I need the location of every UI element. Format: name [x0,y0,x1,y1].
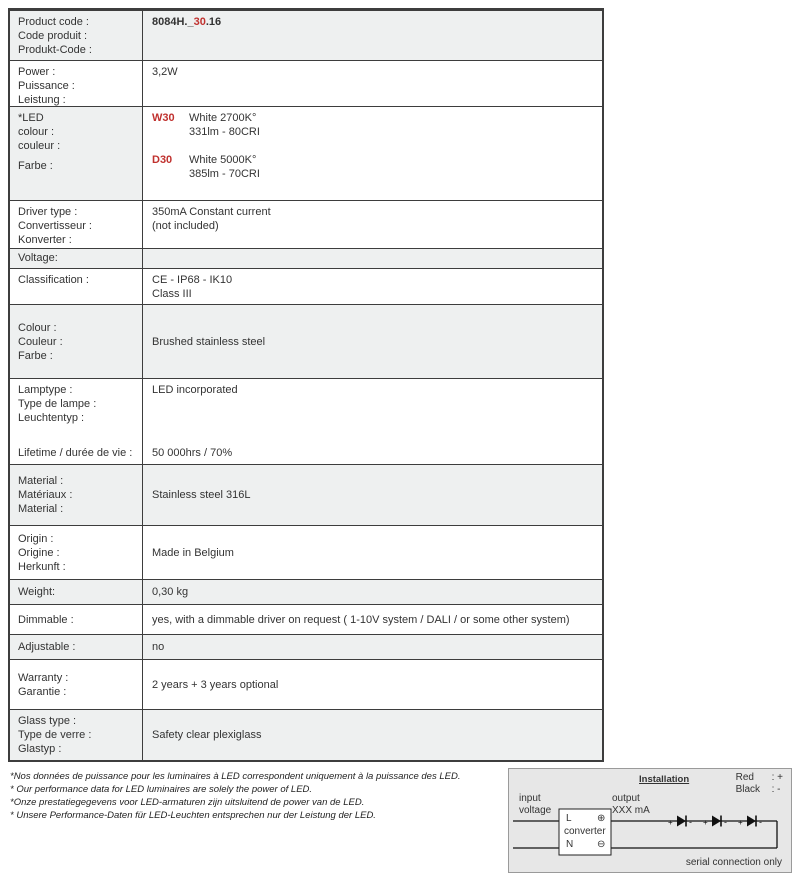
label-line: Glass type : [18,715,77,727]
spec-row-led-colour [10,107,602,201]
label-line: Power : [18,66,56,78]
row-value [143,605,602,634]
row-label [10,710,143,760]
label-line: Adjustable : [18,641,76,653]
label-line: Voltage: [18,252,58,264]
product-code-prefix: 8084H._ [152,16,194,28]
spec-row-origin [10,526,602,580]
value-line: Class III [152,288,192,300]
value-line: CE - IP68 - IK10 [152,274,233,286]
led-options [143,107,602,200]
row-label [10,201,143,248]
row-value [143,465,602,525]
led-option-name: White 5000K° [189,154,257,166]
neutral-terminal-label: N [566,839,574,850]
label-line: Code produit : [18,30,88,42]
label-line: Classification : [18,274,89,286]
label-line: Colour : [18,321,57,334]
label-line: Convertisseur : [18,220,92,232]
lifetime-value: 50 000hrs / 70% [152,447,233,459]
product-code-value [143,11,602,60]
circled-plus-icon: ⊕ [597,813,606,824]
row-label [10,605,143,634]
label-line: Type de verre : [18,729,92,741]
led-option [152,111,593,139]
spec-row-dimmable [10,605,602,635]
label-line: Herkunft : [18,560,66,573]
row-value [143,201,602,248]
led-option [152,153,593,181]
row-value [143,61,602,106]
lamptype-labels [18,383,134,446]
input-voltage-label [519,793,551,817]
label-line: Driver type : [18,206,78,218]
footnote-en: * Our performance data for LED luminaires are solely the power of LED. [10,784,313,795]
diagram-title: Installation [639,774,690,785]
spec-row-product-code [10,11,602,61]
legend-red [736,772,783,784]
spec-row-adjustable [10,635,602,660]
label-line: Product code : [18,16,89,28]
label-line: *LED [18,112,44,124]
value-line: 3,2W [152,66,178,78]
row-value [143,269,602,304]
input-label-line: input [519,793,541,804]
value-line: Safety clear plexiglass [152,729,262,741]
led-option-output: 331lm - 80CRI [189,126,260,138]
led-option-name: White 2700K° [189,112,257,124]
output-label-line: output [612,793,640,804]
spec-row-warranty [10,660,602,710]
value-line: Stainless steel 316L [152,489,251,501]
spec-row-weight [10,580,602,605]
svg-text:-: - [724,817,727,827]
spec-row-lamptype [10,379,602,465]
row-label [10,379,143,464]
product-code-variant: 30 [193,16,206,28]
footnote-de: * Unsere Performance-Daten für LED-Leuchten entsprechen nur der Leistung der LED. [10,810,376,821]
label-line: Type de lampe : [18,398,97,410]
label-line: Matériaux : [18,489,73,501]
spec-row-colour [10,305,602,379]
svg-text:+: + [668,818,673,827]
label-line: Origin : [18,532,54,545]
led-option-code: W30 [152,112,175,124]
led-diode-icon [738,816,762,828]
row-label [10,305,143,378]
circled-minus-icon: ⊖ [597,839,606,850]
label-line: Lamptype : [18,384,73,396]
spec-row-material [10,465,602,526]
value-line: Brushed stainless steel [152,335,266,348]
row-value [143,305,602,378]
label-line: Farbe : [18,349,53,362]
lamptype-value [152,383,593,446]
value-line: Made in Belgium [152,546,234,559]
row-value [143,660,602,709]
label-line: Dimmable : [18,613,74,626]
svg-text:+: + [738,818,743,827]
label-line: Material : [18,503,64,515]
output-label-line: XXX mA [612,805,650,816]
label-line: couleur : [18,140,61,152]
label-line: Weight: [18,586,56,598]
label-line: Produkt-Code : [18,44,92,56]
led-option-output: 385lm - 70CRI [189,168,260,180]
svg-text:-: - [759,817,762,827]
label-line: Couleur : [18,335,63,348]
label-line: colour : [18,126,55,138]
value-line: (not included) [152,220,219,232]
spec-row-power [10,61,602,107]
value-line: yes, with a dimmable driver on request ( 1-10V system / DALI / or some other system) [152,613,570,626]
legend-label: Black [735,784,761,795]
legend-label: Red [735,772,754,783]
footnote-nl: *Onze prestatiegegevens voor LED-armaturen zijn uitsluitend de power van de LED. [10,797,365,808]
row-value [143,379,602,464]
led-diode-icon [668,816,692,828]
label-line: Farbe : [18,160,53,172]
row-label [10,465,143,525]
label-line: Leuchtentyp : [18,412,85,424]
row-label [10,526,143,579]
led-diode-icon [703,816,727,828]
row-value [143,710,602,760]
output-current-label [612,793,650,817]
converter-label: converter [564,826,606,837]
spec-table [8,8,604,762]
svg-text:-: - [689,817,692,827]
lifetime-label: Lifetime / durée de vie : [18,447,133,459]
row-value [143,635,602,659]
value-line: 0,30 kg [152,586,189,598]
row-label [10,660,143,709]
led-option-code: D30 [152,154,173,166]
label-line: Konverter : [18,234,72,246]
footnote-fr: *Nos données de puissance pour les luminaires à LED correspondent uniquement à la puissance des LED. [10,771,461,782]
value-line: LED incorporated [152,384,238,396]
svg-text:+: + [703,818,708,827]
product-code-suffix: .16 [205,16,222,28]
input-label-line: voltage [519,805,552,816]
value-line: no [152,641,165,653]
label-line: Material : [18,475,64,487]
installation-diagram [508,768,792,873]
footnotes [10,770,460,822]
live-terminal-label: L [566,813,572,824]
legend-black [736,784,783,796]
label-line: Leistung : [18,94,66,106]
value-line: 350mA Constant current [152,206,271,218]
label-line: Puissance : [18,80,75,92]
row-label [10,61,143,106]
row-value [143,526,602,579]
spec-row-voltage [10,249,602,269]
value-line: 2 years + 3 years optional [152,678,279,691]
spec-row-classification [10,269,602,305]
spec-row-driver-type [10,201,602,249]
label-line: Warranty : [18,671,69,684]
row-value [143,580,602,604]
row-label [10,269,143,304]
label-line: Glastyp : [18,743,62,755]
wire-color-legend [736,772,783,796]
row-label [10,580,143,604]
spec-row-glass-type [10,710,602,760]
serial-connection-note: serial connection only [685,857,782,868]
legend-value: : - [771,784,781,795]
row-label [10,635,143,659]
label-line: Garantie : [18,685,67,698]
row-label [10,249,143,268]
label-line: Origine : [18,546,60,559]
legend-value: : + [771,772,783,783]
row-label [10,11,143,60]
row-label [10,107,143,200]
row-value [143,249,602,268]
